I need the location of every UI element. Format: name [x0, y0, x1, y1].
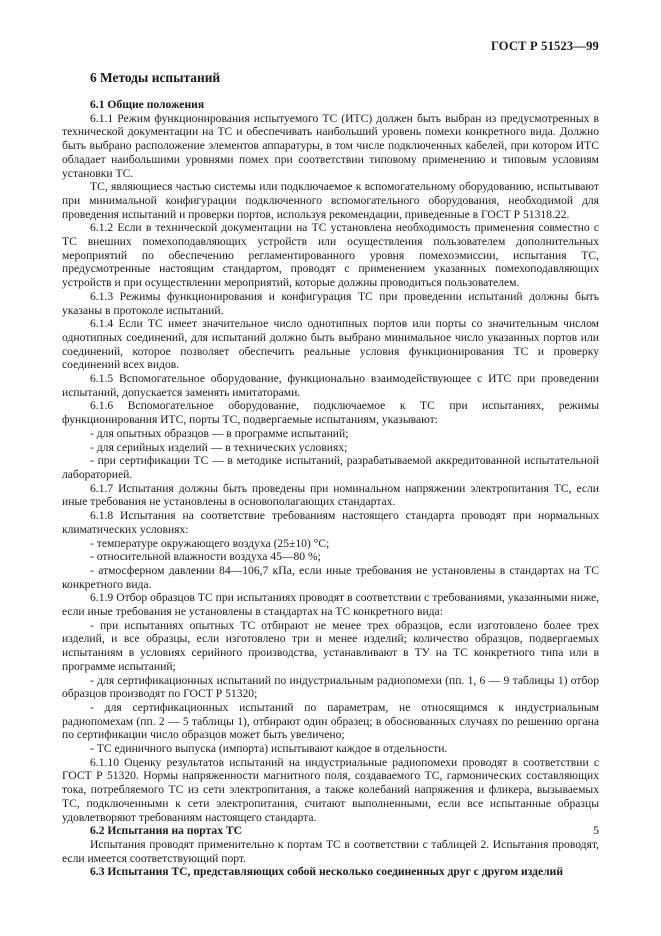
standard-header: ГОСТ Р 51523—99: [490, 39, 599, 53]
paragraph-6-2: Испытания проводят применительно к портам ТС в соответствии с таблицей 2. Испытания проводят, если имеется соответствующий порт.: [62, 837, 599, 865]
list-item: - температуре окружающего воздуха (25±10) °С;: [90, 536, 330, 550]
paragraph-6-1-1-b: ТС, являющиеся частью системы или подключаемое к вспомогательному оборудованию, испытывают при минимальной конфигурации подключенного вспомогательного оборудования, необходимой для проведения испытаний и проверки портов, используя рекомендации, приведенные в ГОСТ Р 51318.22.: [62, 180, 599, 221]
paragraph-6-1-2: 6.1.2 Если в технической документации на ТС установлена необходимость применения совместно с ТС внешних помехоподавляющих устройств или осуществления пользователем дополнительных мероприятий по обеспечению регламентированного уровня помехоэмиссии, испытания ТС, предусмотренные настоящим стандартом, проводят с применением указанных помехоподавляющих устройств и при осуществлении мероприятий, которые должны проводиться пользователем.: [62, 221, 599, 290]
paragraph-6-1-1: 6.1.1 Режим функционирования испытуемого ТС (ИТС) должен быть выбран из предусмотренных в технической документации на ТС и обеспечивать наибольший уровень помехи конкретного вида. Должно быть выбрано расположение элементов аппаратуры, в том числе подключенных кабелей, при котором ИТС обладает наибольшими уровнями помех при соответствии типовому применению и типовым условиям установки ТС.: [62, 111, 599, 180]
subsection-title-6-2: 6.2 Испытания на портах ТС: [90, 824, 243, 838]
list-item: - при сертификации ТС — в методике испытаний, разрабатываемой аккредитованной испытательной лабораторией.: [62, 454, 599, 481]
list-item: - для сертификационных испытаний по параметрам, не относящимся к индустриальным радиопомехам (пп. 2 — 5 таблицы 1), отбирают один образец; в обоснованных случаях по решению органа по сертификации число образцов может быть увеличено;: [62, 700, 599, 742]
paragraph-6-1-10: 6.1.10 Оценку результатов испытаний на индустриальные радиопомехи проводят в соответствии с ГОСТ Р 51320. Нормы напряженности магнитного поля, создаваемого ТС, гармонических составляющих тока, потребляемого ТС из сети электропитания, а также колебаний напряжения и фликера, вызываемых ТС, подключенными к сети электропитания, считают выполненными, если все испытанные образцы удовлетворяют требованиям настоящего стандарта.: [62, 755, 599, 824]
page-content: [62, 70, 599, 879]
list-item: - атмосферном давлении 84—106,7 кПа, если иные требования не установлены в стандартах на ТС конкретного вида.: [62, 563, 599, 591]
subsection-title-6-3: 6.3 Испытания ТС, представляющих собой несколько соединенных друг с другом изделий: [90, 865, 564, 879]
paragraph-6-1-4: 6.1.4 Если ТС имеет значительное число однотипных портов или порты со значительным числом однотипных соединений, для испытаний должно быть выбрано минимальное число указанных портов или соединений, которое позволяет обеспечить реальные условия функционирования ТС и проверку соединений всех видов.: [62, 317, 599, 372]
paragraph-6-1-3: 6.1.3 Режимы функционирования и конфигурация ТС при проведении испытаний должны быть указаны в протоколе испытаний.: [62, 289, 599, 317]
list-item: - для серийных изделий — в технических условиях;: [90, 440, 348, 454]
list-item: - для опытных образцов — в программе испытаний;: [90, 426, 349, 440]
list-item: - для сертификационных испытаний по индустриальным радиопомехи (пп. 1, 6 — 9 таблицы 1) отбор образцов производят по ГОСТ Р 51320;: [62, 673, 599, 701]
list-item: - ТС единичного выпуска (импорта) испытывают каждое в отдельности.: [90, 742, 448, 756]
paragraph-6-1-6: 6.1.6 Вспомогательное оборудование, подключаемое к ТС при испытаниях, режимы функционирования ИТС, порты ТС, подвергаемые испытаниям, указывают:: [62, 399, 599, 427]
paragraph-6-1-9: 6.1.9 Отбор образцов ТС при испытаниях проводят в соответствии с требованиями, указанными ниже, если иные требования не установлены в стандартах на ТС конкретного вида:: [62, 591, 599, 619]
page-number: 5: [593, 823, 599, 837]
paragraph-6-1-7: 6.1.7 Испытания должны быть проведены при номинальном напряжении электропитания ТС, если иные требования не установлены в основополагающих стандартах.: [62, 481, 599, 509]
subsection-title-6-1: 6.1 Общие положения: [90, 98, 205, 111]
list-item: - при испытаниях опытных ТС отбирают не менее трех образцов, если изготовлено более трех изделий, и все образцы, если изготовлено три и менее изделий; количество образцов, подвергаемых испытаниям в условиях серийного производства, устанавливают в ТУ на ТС конкретного типа или в программе испытаний;: [62, 618, 599, 673]
list-item: - относительной влажности воздуха 45—80 %;: [90, 550, 321, 564]
paragraph-6-1-8: 6.1.8 Испытания на соответствие требованиям настоящего стандарта проводят при нормальных климатических условиях:: [62, 509, 599, 536]
paragraph-6-1-5: 6.1.5 Вспомогательное оборудование, функционально взаимодействующее с ИТС при проведении испытаний, допускается заменять имитаторами.: [62, 372, 599, 399]
section-title: 6 Методы испытаний: [90, 70, 221, 85]
